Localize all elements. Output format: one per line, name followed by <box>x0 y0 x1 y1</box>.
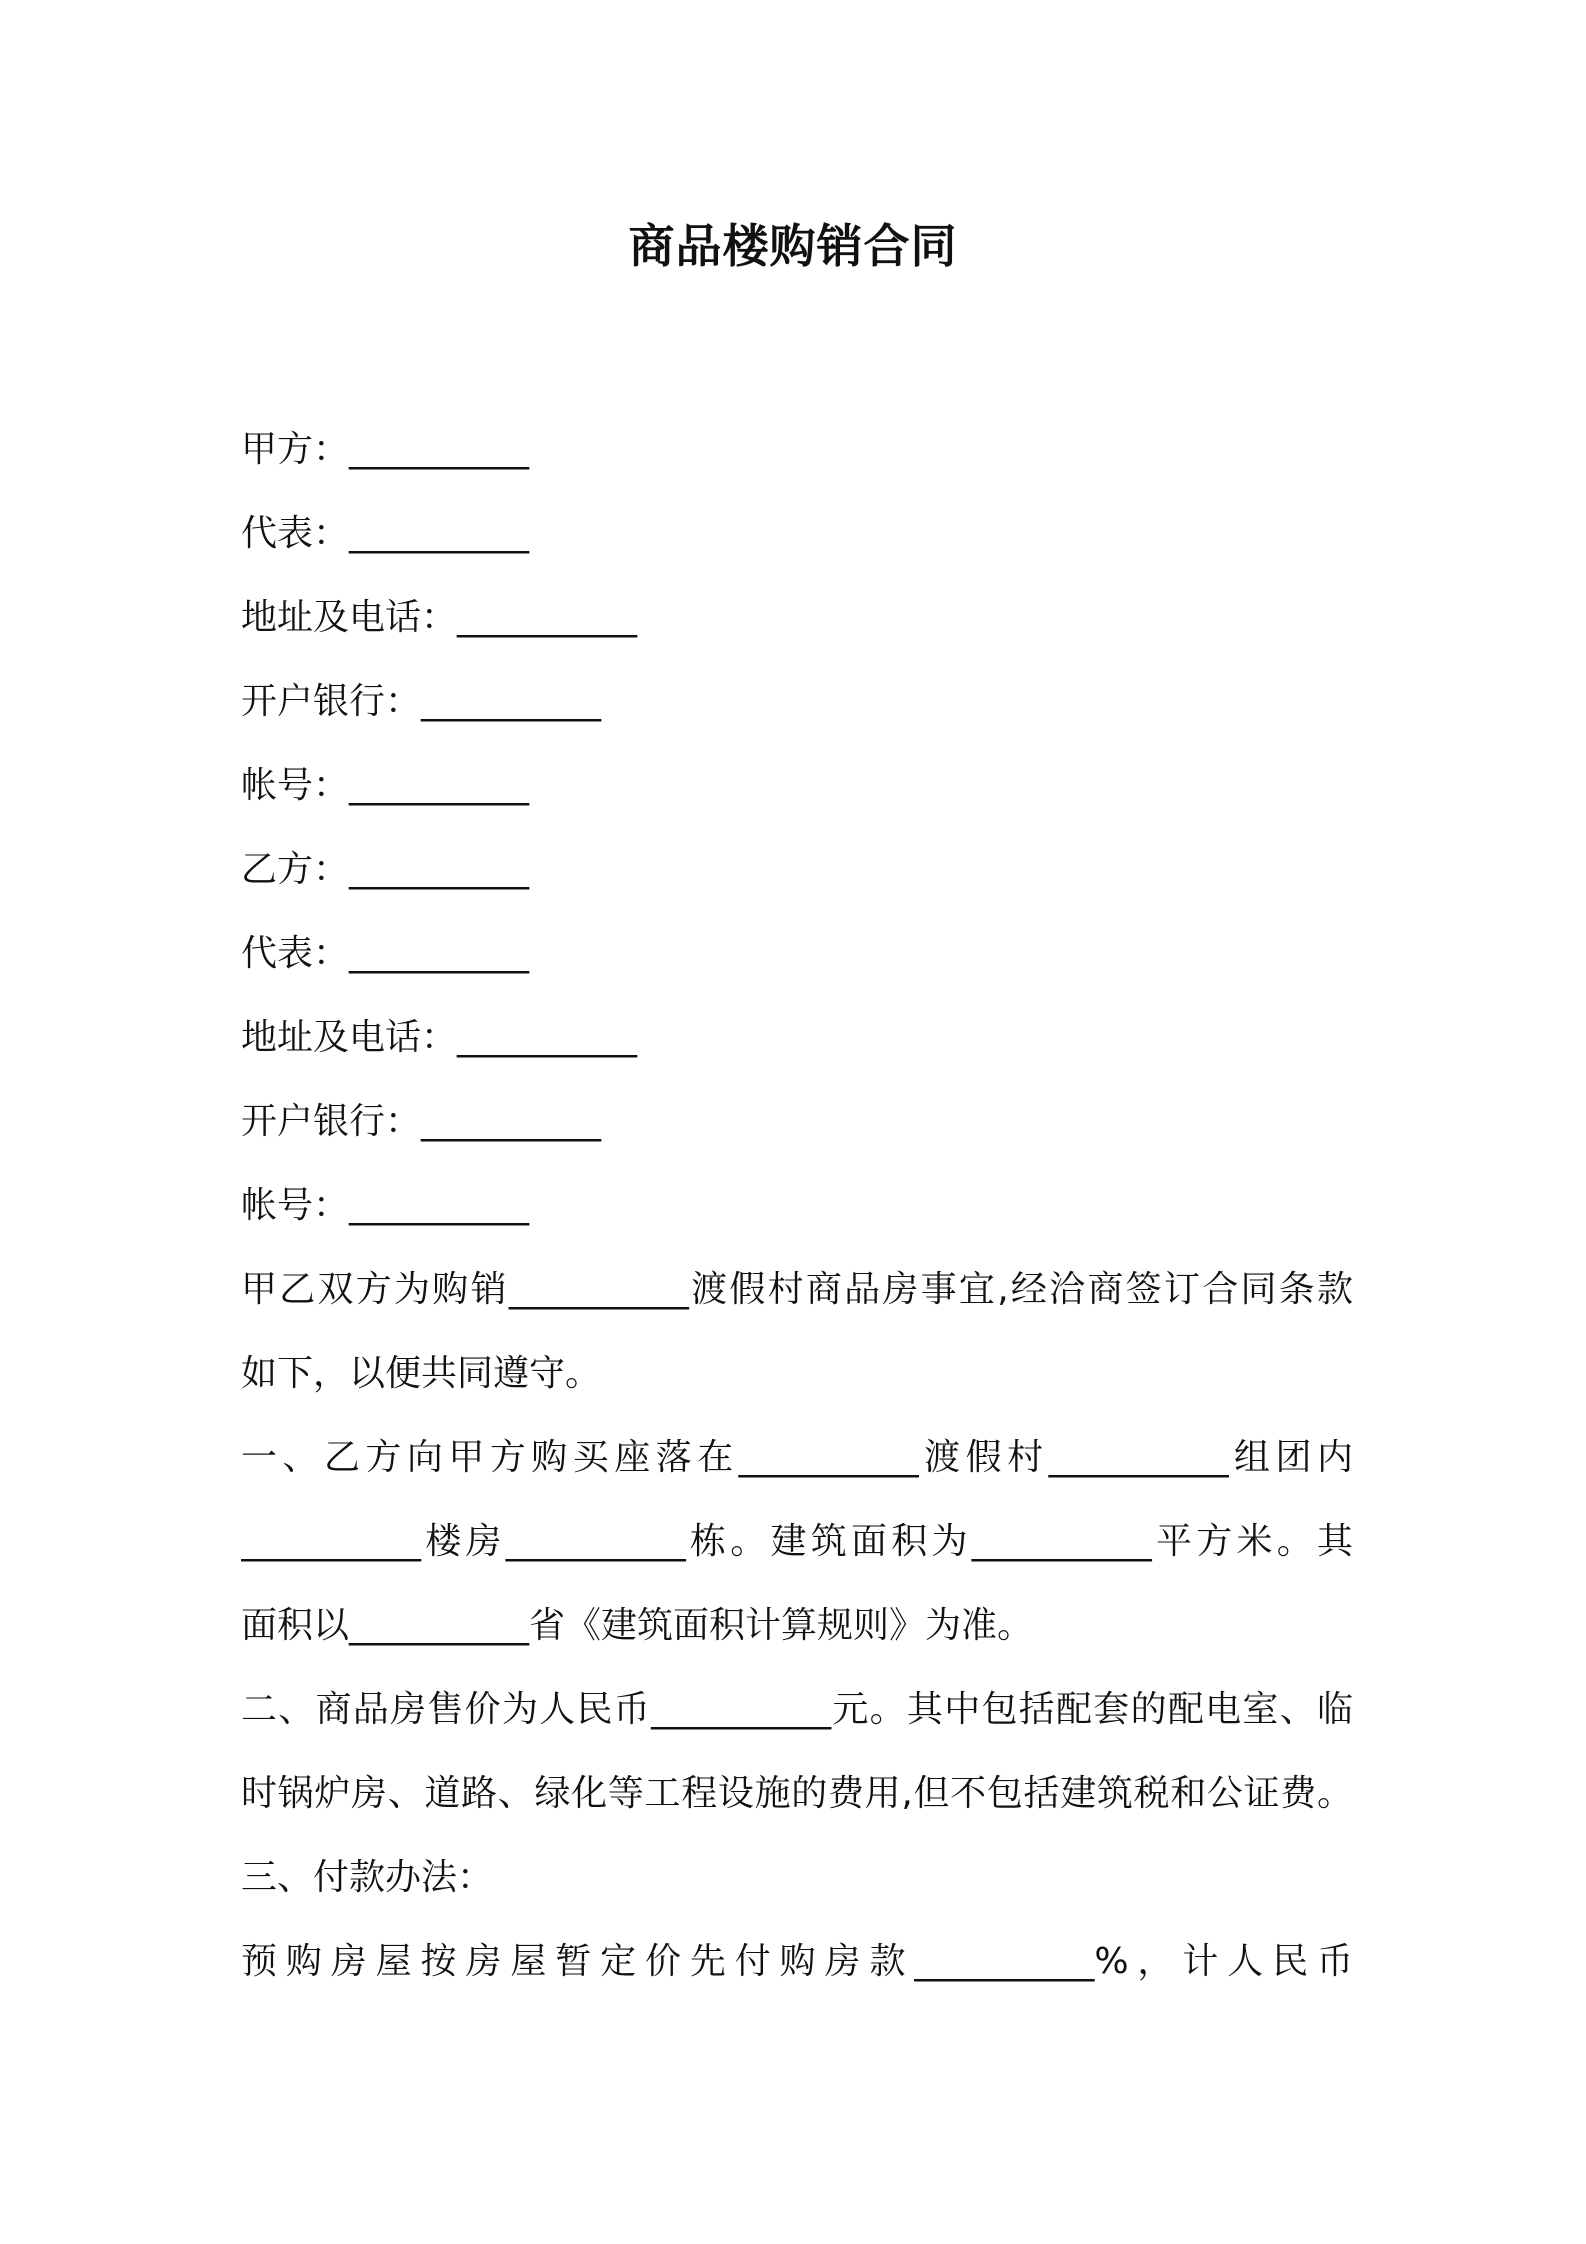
party-a-representative-line: 代表：__________ <box>241 513 530 554</box>
party-a-line: 甲方：__________ <box>241 429 530 470</box>
clause-2-line-1: 二、商品房售价为人民币__________元。其中包括配套的配电室、临 <box>241 1689 1353 1730</box>
party-b-address-phone-line: 地址及电话：__________ <box>241 1017 638 1058</box>
party-b-representative-line: 代表：__________ <box>241 933 530 974</box>
preamble-line-1: 甲乙双方为购销__________渡假村商品房事宜,经洽商签订合同条款 <box>241 1269 1353 1310</box>
party-a-bank-line: 开户银行：__________ <box>241 681 602 722</box>
clause-1-line-2: __________楼房__________栋。建筑面积为__________平方米。其 <box>241 1521 1353 1562</box>
party-b-bank-line: 开户银行：__________ <box>241 1101 602 1142</box>
clause-3-heading: 三、付款办法： <box>241 1857 494 1898</box>
clause-1-line-3: 面积以__________省《建筑面积计算规则》为准。 <box>241 1605 1034 1646</box>
party-b-account-line: 帐号：__________ <box>241 1185 530 1226</box>
party-a-address-phone-line: 地址及电话：__________ <box>241 597 638 638</box>
clause-1-line-1: 一、乙方向甲方购买座落在__________渡假村__________组团内 <box>241 1437 1353 1478</box>
clause-2-line-2: 时锅炉房、道路、绿化等工程设施的费用,但不包括建筑税和公证费。 <box>241 1773 1353 1814</box>
party-a-account-line: 帐号：__________ <box>241 765 530 806</box>
preamble-line-2: 如下，以便共同遵守。 <box>241 1353 602 1394</box>
clause-3-line-1: 预购房屋按房屋暂定价先付购房款__________%，计人民币 <box>241 1941 1353 1982</box>
party-b-line: 乙方：__________ <box>241 849 530 890</box>
document-title: 商品楼购销合同 <box>628 219 958 273</box>
document-body <box>241 408 1353 2004</box>
